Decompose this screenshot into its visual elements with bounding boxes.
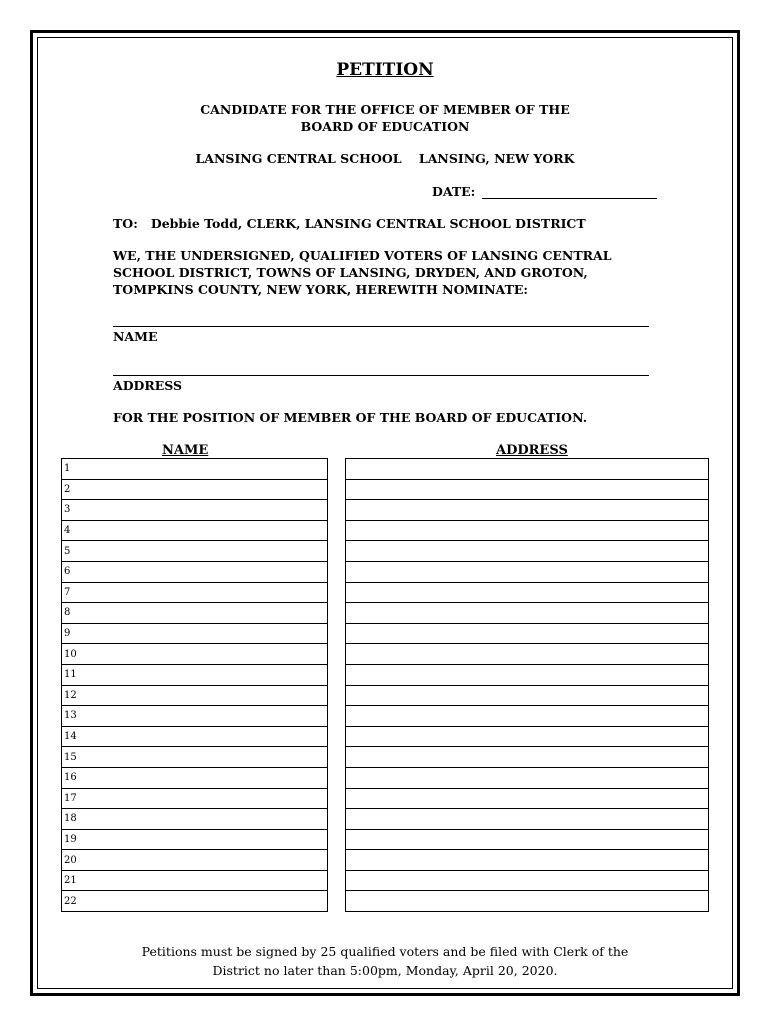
address-table-row (346, 809, 709, 830)
address-column-header: ADDRESS (496, 443, 568, 458)
address-cell[interactable] (346, 809, 709, 830)
name-cell[interactable] (62, 644, 328, 665)
row-number: 21 (64, 875, 77, 887)
address-table-row (346, 561, 709, 582)
address-table-row (346, 829, 709, 850)
address-cell[interactable] (346, 788, 709, 809)
name-cell[interactable] (62, 561, 328, 582)
position-line: FOR THE POSITION OF MEMBER OF THE BOARD OF EDUCATION. (113, 410, 588, 425)
signature-address-table (345, 458, 709, 912)
row-number: 1 (64, 463, 71, 475)
row-number: 17 (64, 792, 77, 804)
address-cell[interactable] (346, 747, 709, 768)
address-cell[interactable] (346, 479, 709, 500)
name-table-row (62, 850, 328, 871)
signature-name-table (61, 458, 328, 912)
name-cell[interactable] (62, 664, 328, 685)
to-line: TO: Debbie Todd, CLERK, LANSING CENTRAL SCHOOL DISTRICT (113, 216, 586, 231)
name-cell[interactable] (62, 891, 328, 912)
row-number: 7 (64, 586, 71, 598)
name-table-row (62, 809, 328, 830)
row-number: 6 (64, 566, 71, 578)
address-cell[interactable] (346, 561, 709, 582)
row-number: 22 (64, 895, 77, 907)
address-cell[interactable] (346, 541, 709, 562)
name-table-row (62, 459, 328, 480)
name-cell[interactable] (62, 459, 328, 480)
row-number: 15 (64, 751, 77, 763)
name-cell[interactable] (62, 706, 328, 727)
row-number: 18 (64, 813, 77, 825)
name-table-row (62, 520, 328, 541)
address-cell[interactable] (346, 582, 709, 603)
address-table-row (346, 685, 709, 706)
row-number: 5 (64, 545, 71, 557)
address-table-row (346, 603, 709, 624)
statement-line-2: SCHOOL DISTRICT, TOWNS OF LANSING, DRYDEN, AND GROTON, (113, 265, 588, 280)
name-table-row (62, 561, 328, 582)
address-cell[interactable] (346, 767, 709, 788)
address-cell[interactable] (346, 850, 709, 871)
name-column-header: NAME (162, 443, 209, 458)
name-cell[interactable] (62, 747, 328, 768)
address-cell[interactable] (346, 500, 709, 521)
statement-line-1: WE, THE UNDERSIGNED, QUALIFIED VOTERS OF LANSING CENTRAL (113, 248, 612, 263)
name-cell[interactable] (62, 500, 328, 521)
name-table-row (62, 664, 328, 685)
name-cell[interactable] (62, 767, 328, 788)
address-table-row (346, 664, 709, 685)
address-cell[interactable] (346, 644, 709, 665)
name-table-row (62, 767, 328, 788)
nominee-name-line[interactable] (113, 326, 649, 327)
address-table-row (346, 623, 709, 644)
address-table-row (346, 788, 709, 809)
address-cell[interactable] (346, 603, 709, 624)
name-cell[interactable] (62, 726, 328, 747)
row-number: 9 (64, 628, 71, 640)
row-number: 20 (64, 854, 77, 866)
row-number: 3 (64, 504, 71, 516)
nominee-address-line[interactable] (113, 375, 649, 376)
name-cell[interactable] (62, 829, 328, 850)
name-table-row (62, 747, 328, 768)
name-cell[interactable] (62, 479, 328, 500)
name-cell[interactable] (62, 788, 328, 809)
address-table-row (346, 870, 709, 891)
address-table-row (346, 767, 709, 788)
name-cell[interactable] (62, 870, 328, 891)
name-cell[interactable] (62, 809, 328, 830)
address-table-row (346, 644, 709, 665)
address-cell[interactable] (346, 706, 709, 727)
row-number: 19 (64, 833, 77, 845)
row-number: 12 (64, 689, 77, 701)
name-table-row (62, 829, 328, 850)
address-table-row (346, 747, 709, 768)
address-cell[interactable] (346, 459, 709, 480)
name-table-row (62, 541, 328, 562)
name-cell[interactable] (62, 685, 328, 706)
address-table-row (346, 479, 709, 500)
row-number: 16 (64, 772, 77, 784)
subtitle-line-1: CANDIDATE FOR THE OFFICE OF MEMBER OF THE (200, 102, 570, 117)
nominee-name-label: NAME (113, 329, 158, 344)
name-table-row (62, 479, 328, 500)
address-table-row (346, 582, 709, 603)
name-table-row (62, 685, 328, 706)
row-number: 13 (64, 710, 77, 722)
address-table-row (346, 500, 709, 521)
address-table-row (346, 706, 709, 727)
address-table-row (346, 850, 709, 871)
name-table-row (62, 870, 328, 891)
statement-line-3: TOMPKINS COUNTY, NEW YORK, HEREWITH NOMINATE: (113, 282, 529, 297)
name-table-row (62, 500, 328, 521)
address-cell[interactable] (346, 891, 709, 912)
nominee-address-label: ADDRESS (113, 378, 183, 393)
name-cell[interactable] (62, 520, 328, 541)
address-cell[interactable] (346, 870, 709, 891)
row-number: 11 (64, 669, 77, 681)
address-table-row (346, 520, 709, 541)
address-table-row (346, 891, 709, 912)
name-table-row (62, 726, 328, 747)
footer-line-1: Petitions must be signed by 25 qualified voters and be filed with Clerk of the (141, 944, 629, 959)
address-table-row (346, 726, 709, 747)
school-line: LANSING CENTRAL SCHOOL LANSING, NEW YORK (195, 151, 575, 166)
address-cell[interactable] (346, 685, 709, 706)
address-cell[interactable] (346, 664, 709, 685)
name-cell[interactable] (62, 541, 328, 562)
name-table-row (62, 644, 328, 665)
row-number: 2 (64, 483, 71, 495)
name-cell[interactable] (62, 603, 328, 624)
row-number: 14 (64, 731, 77, 743)
address-table-row (346, 541, 709, 562)
address-cell[interactable] (346, 520, 709, 541)
document-title: PETITION (336, 60, 434, 80)
date-label: DATE: (432, 184, 476, 199)
name-table-row (62, 603, 328, 624)
name-table-row (62, 623, 328, 644)
subtitle-line-2: BOARD OF EDUCATION (300, 119, 470, 134)
name-table-row (62, 788, 328, 809)
address-cell[interactable] (346, 829, 709, 850)
name-table-row (62, 706, 328, 727)
name-cell[interactable] (62, 582, 328, 603)
address-table-row (346, 459, 709, 480)
address-cell[interactable] (346, 623, 709, 644)
row-number: 4 (64, 525, 71, 537)
footer-line-2: District no later than 5:00pm, Monday, April 20, 2020. (212, 963, 558, 978)
name-table-row (62, 891, 328, 912)
name-cell[interactable] (62, 850, 328, 871)
row-number: 10 (64, 648, 77, 660)
name-cell[interactable] (62, 623, 328, 644)
address-cell[interactable] (346, 726, 709, 747)
name-table-row (62, 582, 328, 603)
date-field-line[interactable] (482, 198, 657, 199)
row-number: 8 (64, 607, 71, 619)
